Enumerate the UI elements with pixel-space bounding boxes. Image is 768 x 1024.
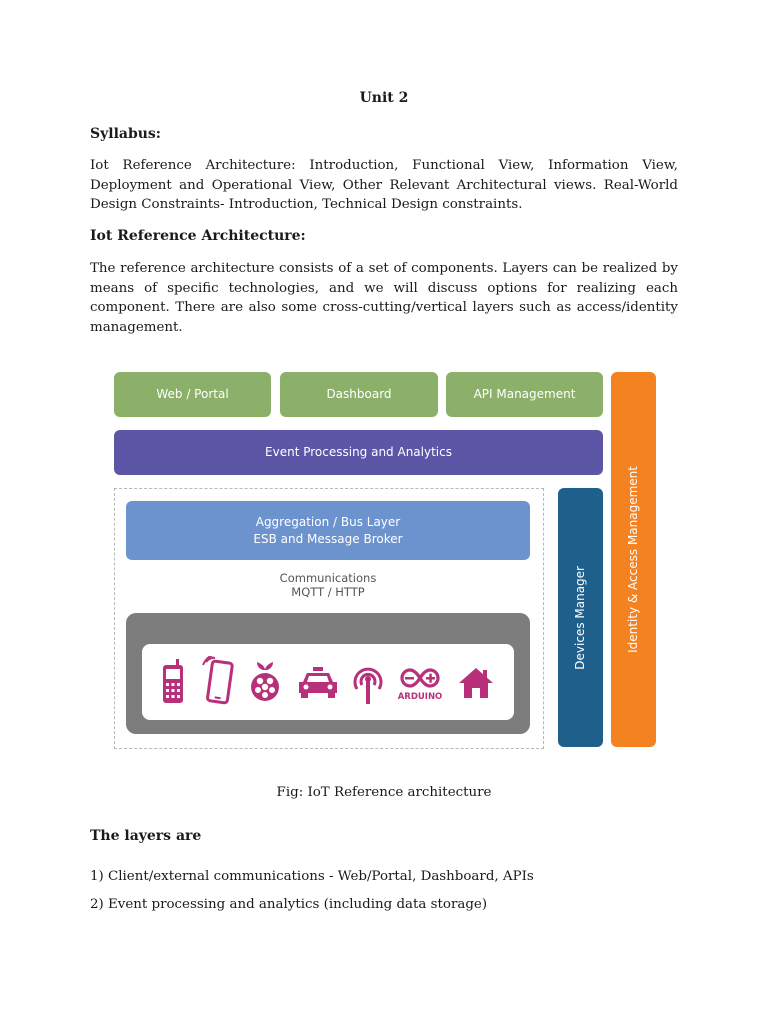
layers-heading: The layers are: [90, 828, 202, 844]
communications-line-2: MQTT / HTTP: [291, 585, 365, 599]
identity-access-label: Identity & Access Management: [626, 466, 640, 653]
home-icon: [458, 666, 494, 700]
event-processing-layer: Event Processing and Analytics: [114, 430, 603, 475]
syllabus-text: Iot Reference Architecture: Introduction, Functional View, Information View, Deployment and Operational View, Other Relevant Architectural views. Real-World Design Constraints- Introduction, Technical Design constraints.: [90, 158, 678, 212]
dashboard-box: Dashboard: [280, 372, 438, 417]
layer-item-2: 2) Event processing and analytics (including data storage): [90, 897, 488, 912]
unit-title: Unit 2: [359, 90, 409, 106]
smartphone-icon: [202, 656, 238, 706]
arduino-icon: [396, 666, 444, 702]
devices-manager-label: Devices Manager: [573, 565, 587, 670]
car-icon: [298, 667, 338, 699]
api-management-box: API Management: [446, 372, 603, 417]
aggregation-line-2: ESB and Message Broker: [253, 531, 403, 546]
identity-access-management-layer: [611, 372, 656, 747]
aggregation-bus-layer: [126, 501, 530, 560]
raspberry-pi-icon: [248, 660, 282, 704]
web-portal-box: Web / Portal: [114, 372, 271, 417]
layer-item-1: 1) Client/external communications - Web/Portal, Dashboard, APIs: [90, 869, 534, 884]
aggregation-line-1: Aggregation / Bus Layer: [255, 514, 401, 529]
arduino-label: ARDUINO: [397, 692, 443, 702]
feature-phone-icon: [160, 659, 186, 705]
section-text: The reference architecture consists of a set of components. Layers can be realized by means of specific technologies, and we will discuss options for realizing each component. There are also some cross-cutting/vertical layers such as access/identity management.: [90, 261, 678, 335]
devices-manager-layer: [558, 488, 603, 747]
figure-caption: Fig: IoT Reference architecture: [276, 785, 492, 800]
syllabus-heading: Syllabus:: [90, 126, 161, 142]
iot-reference-architecture-diagram: [112, 370, 658, 752]
communications-label: [126, 571, 530, 599]
section-heading: Iot Reference Architecture:: [90, 228, 306, 244]
communications-line-1: Communications: [279, 571, 377, 585]
antenna-icon: [350, 663, 386, 705]
